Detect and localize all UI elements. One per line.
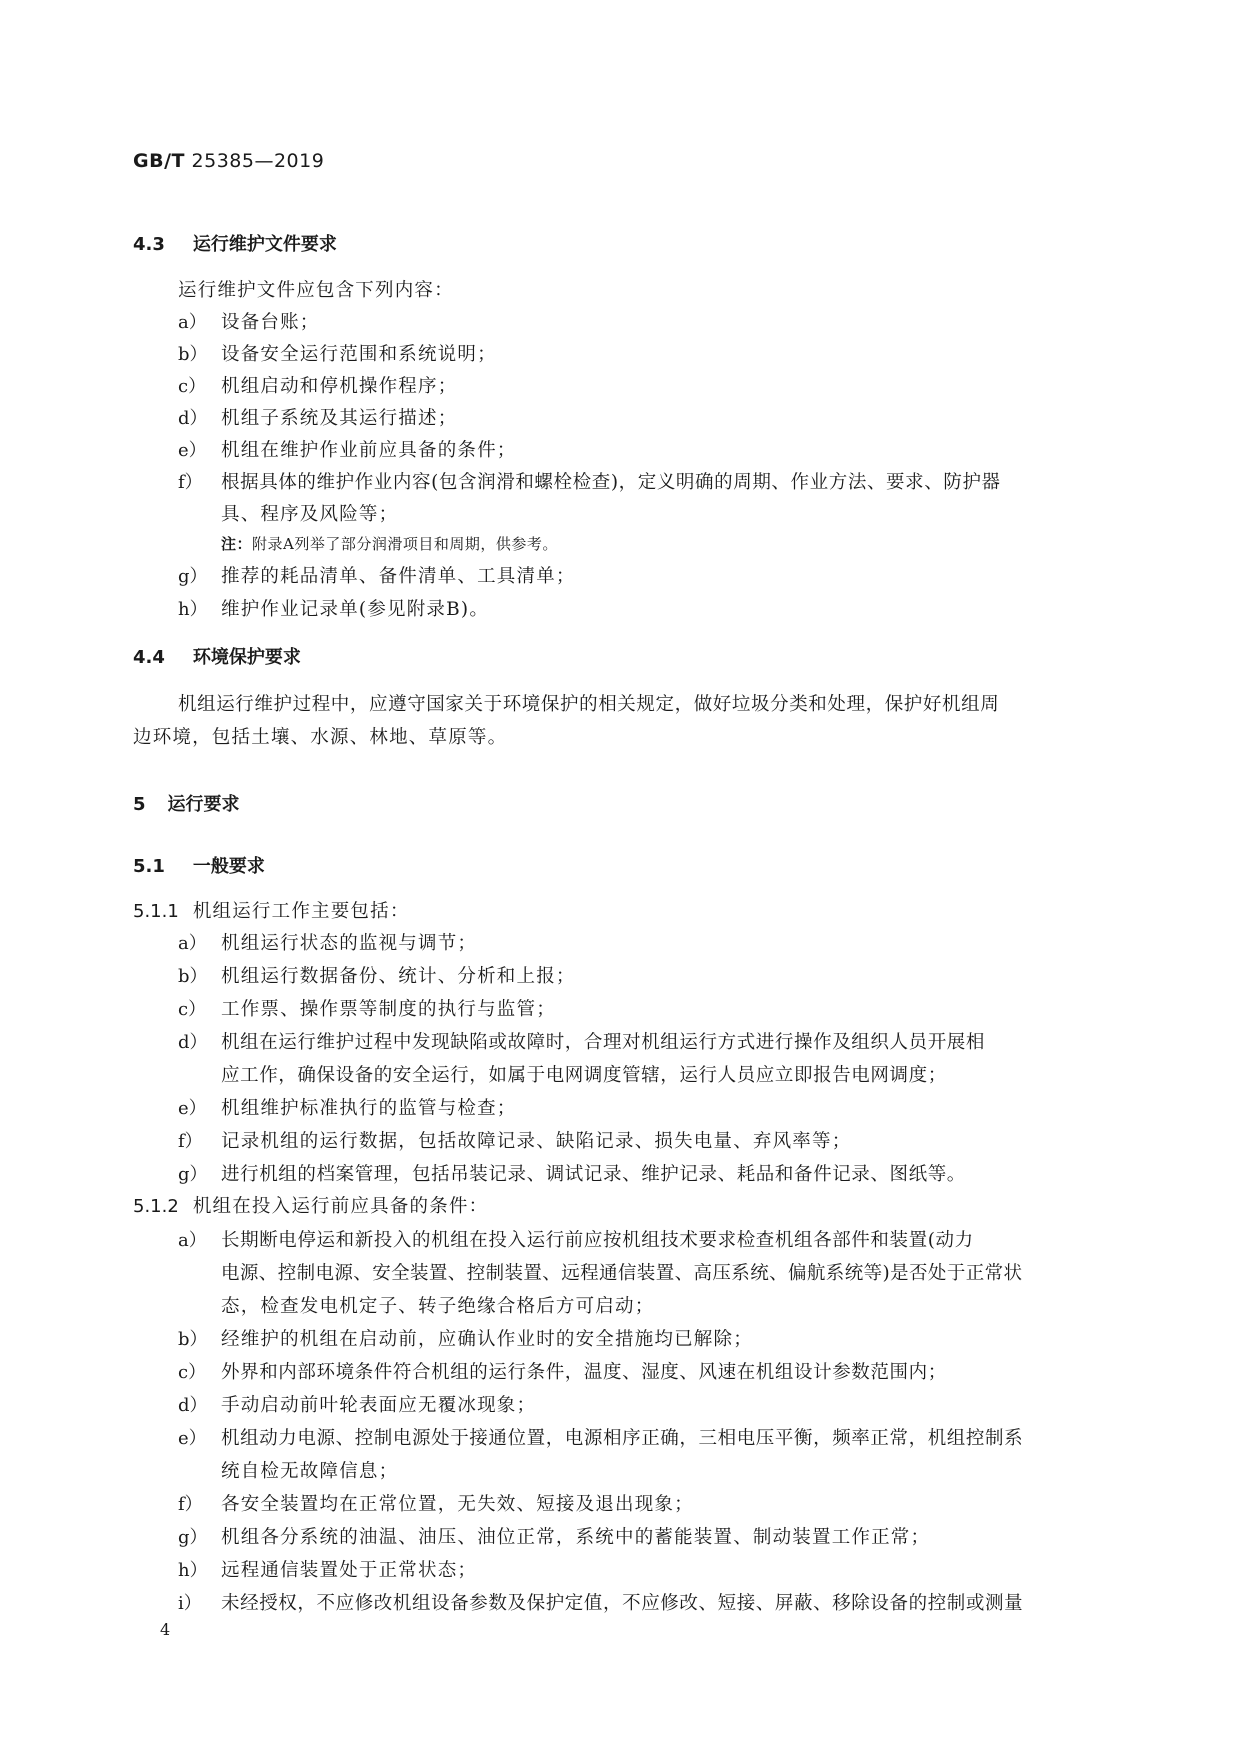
section-5-1-heading	[133, 852, 265, 878]
list-item-continuation: 电源、控制电源、安全装置、控制装置、远程通信装置、高压系统、偏航系统等)是否处于正常状	[221, 1263, 1023, 1284]
list-item-text: 长期断电停运和新投入的机组在投入运行前应按机组技术要求检查机组各部件和装置(动力	[221, 1230, 974, 1251]
section-title: 一般要求	[192, 856, 265, 877]
section-number: 5	[133, 794, 146, 815]
section-title: 运行维护文件要求	[192, 234, 337, 255]
list-item-text: 远程通信装置处于正常状态；	[221, 1560, 478, 1581]
list-item-label: f）	[178, 1494, 203, 1515]
list-item-text: 各安全装置均在正常位置，无失效、短接及退出现象；	[221, 1494, 694, 1515]
list-item-text: 机组各分系统的油温、油压、油位正常，系统中的蓄能装置、制动装置工作正常；	[221, 1527, 931, 1548]
list-item-label: c）	[178, 376, 207, 397]
list-item-label: a）	[178, 933, 207, 954]
list-item-label: e）	[178, 1098, 207, 1119]
list-item-label: g）	[178, 566, 208, 587]
list-item-label: g）	[178, 1527, 208, 1548]
page-number: 4	[160, 1620, 171, 1639]
standard-code	[133, 150, 324, 172]
clause-number: 5.1.1	[133, 901, 179, 922]
standard-prefix: GB/T	[133, 150, 185, 172]
clause-5-1-2	[133, 1192, 488, 1218]
list-item-label: a）	[178, 312, 207, 333]
list-item-text: 手动启动前叶轮表面应无覆冰现象；	[221, 1395, 537, 1416]
section-title: 运行要求	[167, 794, 240, 815]
list-item-text: 机组在运行维护过程中发现缺陷或故障时，合理对机组运行方式进行操作及组织人员开展相	[221, 1032, 986, 1053]
list-item-label: e）	[178, 1428, 207, 1449]
list-item-text: 未经授权，不应修改机组设备参数及保护定值，不应修改、短接、屏蔽、移除设备的控制或测量	[221, 1593, 1024, 1614]
list-item-text: 设备安全运行范围和系统说明；	[221, 344, 497, 365]
list-item-label: d）	[178, 408, 208, 429]
section-title: 环境保护要求	[192, 647, 301, 668]
list-item-label: a）	[178, 1230, 207, 1251]
list-item-text: 机组在维护作业前应具备的条件；	[221, 440, 517, 461]
note	[221, 533, 558, 554]
list-item-label: c）	[178, 999, 207, 1020]
list-item-label: b）	[178, 1329, 208, 1350]
list-item-label: e）	[178, 440, 207, 461]
list-item-text: 根据具体的维护作业内容(包含润滑和螺栓检查)，定义明确的周期、作业方法、要求、防护器	[221, 472, 1001, 493]
note-label: 注：	[221, 535, 253, 553]
list-item-label: h）	[178, 599, 208, 620]
list-item-text: 经维护的机组在启动前，应确认作业时的安全措施均已解除；	[221, 1329, 753, 1350]
section-number: 4.3	[133, 234, 165, 255]
list-item-text: 记录机组的运行数据，包括故障记录、缺陷记录、损失电量、弃风率等；	[221, 1131, 852, 1152]
list-item-text: 机组运行状态的监视与调节；	[221, 933, 478, 954]
list-item-continuation: 具、程序及风险等；	[221, 504, 399, 525]
clause-intro: 机组在投入运行前应具备的条件：	[192, 1196, 489, 1217]
paragraph-line: 机组运行维护过程中，应遵守国家关于环境保护的相关规定，做好垃圾分类和处理，保护好机组周	[178, 694, 1000, 715]
clause-intro: 机组运行工作主要包括：	[192, 901, 410, 922]
list-item-label: b）	[178, 966, 208, 987]
standard-number: 25385—2019	[191, 150, 325, 172]
list-item-label: d）	[178, 1395, 208, 1416]
list-item-label: h）	[178, 1560, 208, 1581]
section-4-3-intro: 运行维护文件应包含下列内容：	[178, 280, 454, 301]
list-item-text: 工作票、操作票等制度的执行与监管；	[221, 999, 556, 1020]
list-item-text: 机组维护标准执行的监管与检查；	[221, 1098, 517, 1119]
list-item-text: 机组子系统及其运行描述；	[221, 408, 458, 429]
section-number: 4.4	[133, 647, 165, 668]
list-item-label: f）	[178, 1131, 203, 1152]
list-item-text: 机组运行数据备份、统计、分析和上报；	[221, 966, 576, 987]
list-item-label: c）	[178, 1362, 207, 1383]
section-5-heading	[133, 790, 240, 816]
list-item-continuation: 统自检无故障信息；	[221, 1461, 399, 1482]
paragraph-line: 边环境，包括土壤、水源、林地、草原等。	[133, 727, 508, 748]
clause-number: 5.1.2	[133, 1196, 179, 1217]
list-item-text: 机组启动和停机操作程序；	[221, 376, 458, 397]
list-item-text: 设备台账；	[221, 312, 320, 333]
clause-5-1-1	[133, 897, 410, 923]
section-4-4-heading	[133, 643, 301, 669]
list-item-label: d）	[178, 1032, 208, 1053]
list-item-continuation: 态，检查发电机定子、转子绝缘合格后方可启动；	[221, 1296, 655, 1317]
note-text: 附录A列举了部分润滑项目和周期，供参考。	[252, 535, 558, 553]
list-item-label: g）	[178, 1164, 208, 1185]
list-item-label: i）	[178, 1593, 202, 1614]
list-item-text: 机组动力电源、控制电源处于接通位置，电源相序正确，三相电压平衡，频率正常，机组控制系	[221, 1428, 1024, 1449]
list-item-text: 外界和内部环境条件符合机组的运行条件，温度、湿度、风速在机组设计参数范围内；	[221, 1362, 947, 1383]
list-item-text: 维护作业记录单(参见附录B)。	[221, 599, 490, 620]
list-item-continuation: 应工作，确保设备的安全运行，如属于电网调度管辖，运行人员应立即报告电网调度；	[221, 1065, 947, 1086]
list-item-label: f）	[178, 472, 203, 493]
list-item-label: b）	[178, 344, 208, 365]
list-item-text: 进行机组的档案管理，包括吊装记录、调试记录、维护记录、耗品和备件记录、图纸等。	[221, 1164, 966, 1185]
section-number: 5.1	[133, 856, 165, 877]
list-item-text: 推荐的耗品清单、备件清单、工具清单；	[221, 566, 576, 587]
section-4-3-heading	[133, 230, 337, 256]
